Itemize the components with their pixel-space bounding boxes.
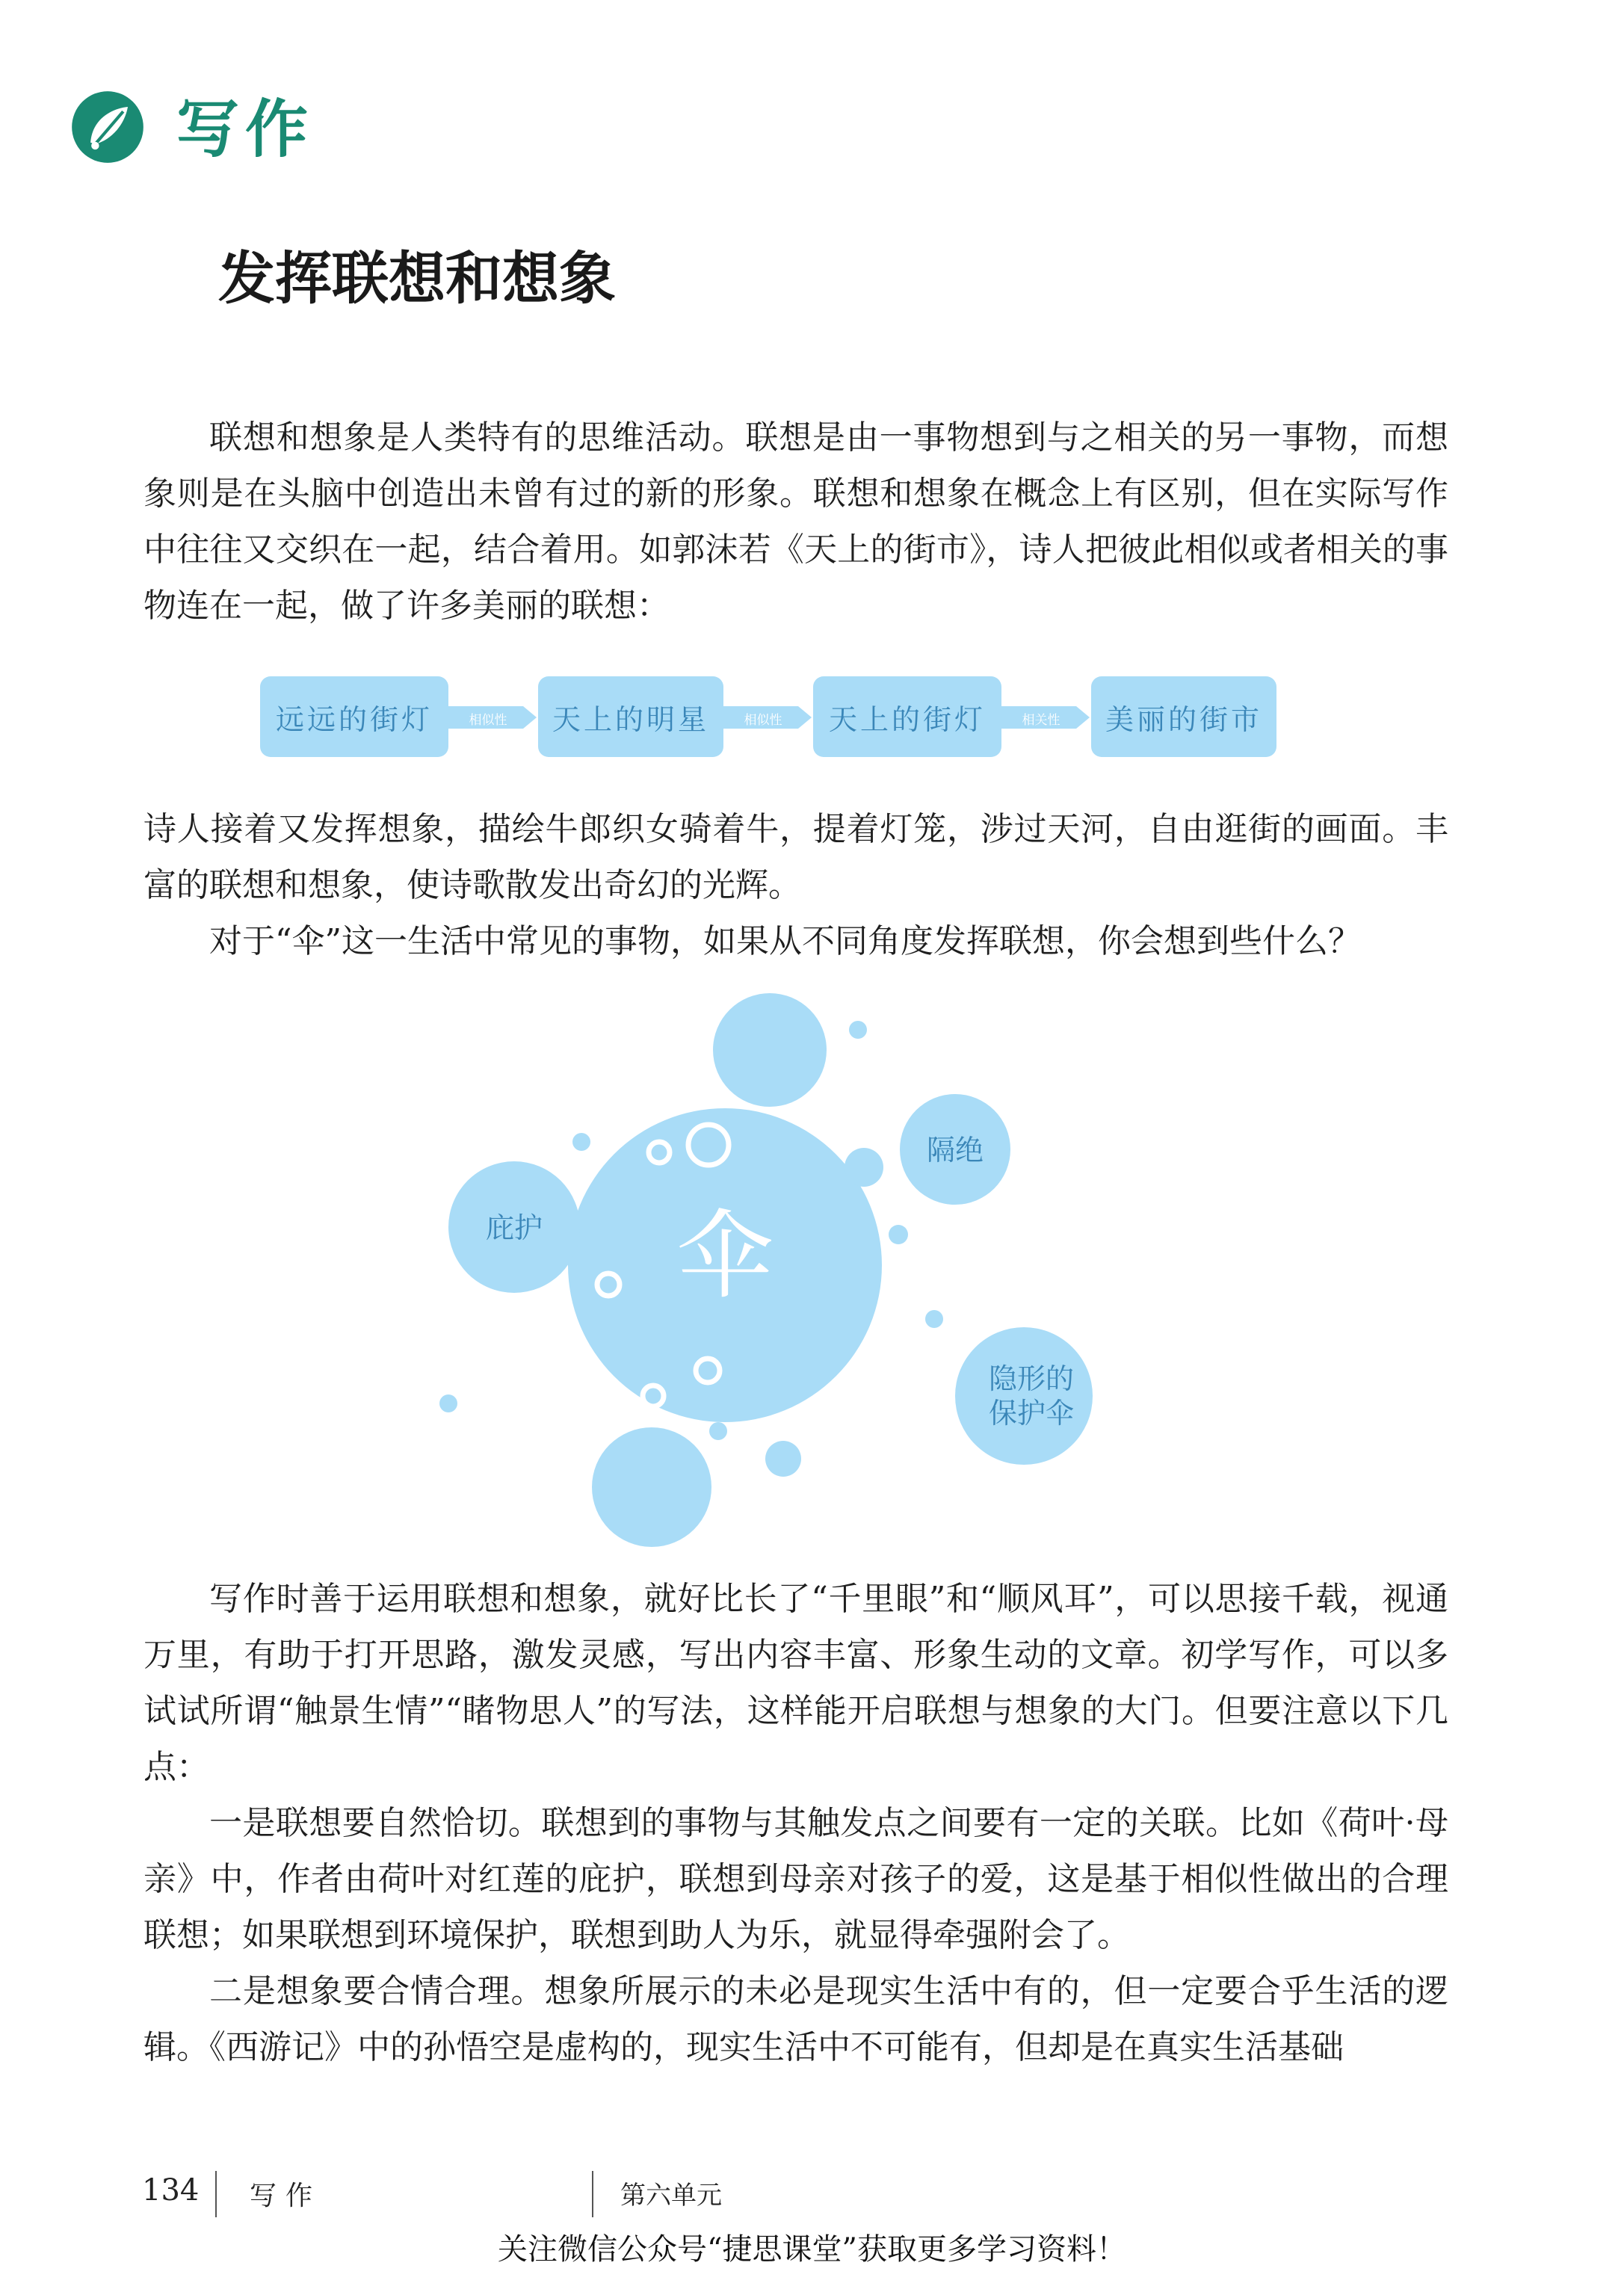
- bubble-label: 庇护: [485, 1211, 543, 1244]
- bubble-decor: [439, 1394, 457, 1412]
- bubble-label: 保护伞: [988, 1397, 1075, 1430]
- flow-box: 天上的街灯: [813, 676, 1001, 757]
- umbrella-association-bubbles: [419, 986, 1136, 1554]
- association-flow-diagram: [260, 676, 1276, 757]
- flow-relation-label: 相似性: [744, 713, 782, 728]
- bubble-center-label: 伞: [676, 1199, 774, 1312]
- bubble-decor: [765, 1441, 801, 1477]
- bubble-decor: [925, 1310, 943, 1328]
- bubble-invisible-umbrella: [955, 1327, 1093, 1465]
- bubble-label: 隐形的: [988, 1362, 1075, 1395]
- footer-promo: 关注微信公众号“捷思课堂”获取更多学习资料！: [498, 2232, 1126, 2267]
- paragraph-point-one: 一是联想要自然恰切。联想到的事物与其触发点之间要有一定的关联。比如《荷叶·母亲》中，作者由荷叶对红莲的庇护，联想到母亲对孩子的爱，这是基于相似性做出的合理联想；如果联想到环境保护，联想到助人为乐，就显得牵强附会了。: [143, 1804, 1448, 1954]
- flow-box: 天上的明星: [538, 676, 723, 757]
- bubble-decor: [849, 1021, 867, 1039]
- footer-unit: 第六单元: [620, 2181, 722, 2211]
- flow-relation-label: 相关性: [1022, 713, 1060, 728]
- footer-section: 写作: [250, 2181, 322, 2211]
- bubble-label: 隔绝: [926, 1134, 984, 1167]
- bubble-decor: [572, 1133, 590, 1151]
- section-title: 写作: [176, 93, 315, 166]
- paragraph-poem-imagination: 诗人接着又发挥想象，描绘牛郎织女骑着牛，提着灯笼，涉过天河，自由逛街的画面。丰富的联想和想象，使诗歌散发出奇幻的光辉。: [143, 810, 1448, 904]
- bubble-decor: [592, 1427, 711, 1547]
- bubble-decor: [845, 1148, 883, 1187]
- footer-divider: [215, 2171, 217, 2217]
- paragraph-writing-tips: 写作时善于运用联想和想象，就好比长了“千里眼”和“顺风耳”，可以思接千载，视通万里，有助于打开思路，激发灵感，写出内容丰富、形象生动的文章。初学写作，可以多试试所谓“触景生情”“睹物思人”的写法，这样能开启联想与想象的大门。但要注意以下几点：: [143, 1580, 1448, 1786]
- article-title: 发挥联想和想象: [218, 245, 616, 312]
- footer-divider: [592, 2171, 593, 2217]
- bubble-decor: [889, 1225, 908, 1244]
- page-number: 134: [142, 2173, 200, 2208]
- paragraph-umbrella-question: 对于“伞”这一生活中常见的事物，如果从不同角度发挥联想，你会想到些什么？: [209, 922, 1361, 960]
- flow-box: 美丽的街市: [1091, 676, 1276, 757]
- flow-relation-label: 相似性: [469, 713, 507, 728]
- paragraph-intro: 联想和想象是人类特有的思维活动。联想是由一事物想到与之相关的另一事物，而想象则是在头脑中创造出未曾有过的新的形象。联想和想象在概念上有区别，但在实际写作中往往又交织在一起，结合着用。如郭沫若《天上的街市》，诗人把彼此相似或者相关的事物连在一起，做了许多美丽的联想：: [143, 418, 1448, 625]
- paragraph-point-two: 二是想象要合情合理。想象所展示的未必是现实生活中有的，但一定要合乎生活的逻辑。《西游记》中的孙悟空是虚构的，现实生活中不可能有，但却是在真实生活基础: [143, 1972, 1448, 2066]
- bubble-decor: [713, 993, 827, 1107]
- flow-box: 远远的街灯: [260, 676, 448, 757]
- pen-leaf-icon: [69, 88, 146, 166]
- bubble-decor: [709, 1422, 727, 1440]
